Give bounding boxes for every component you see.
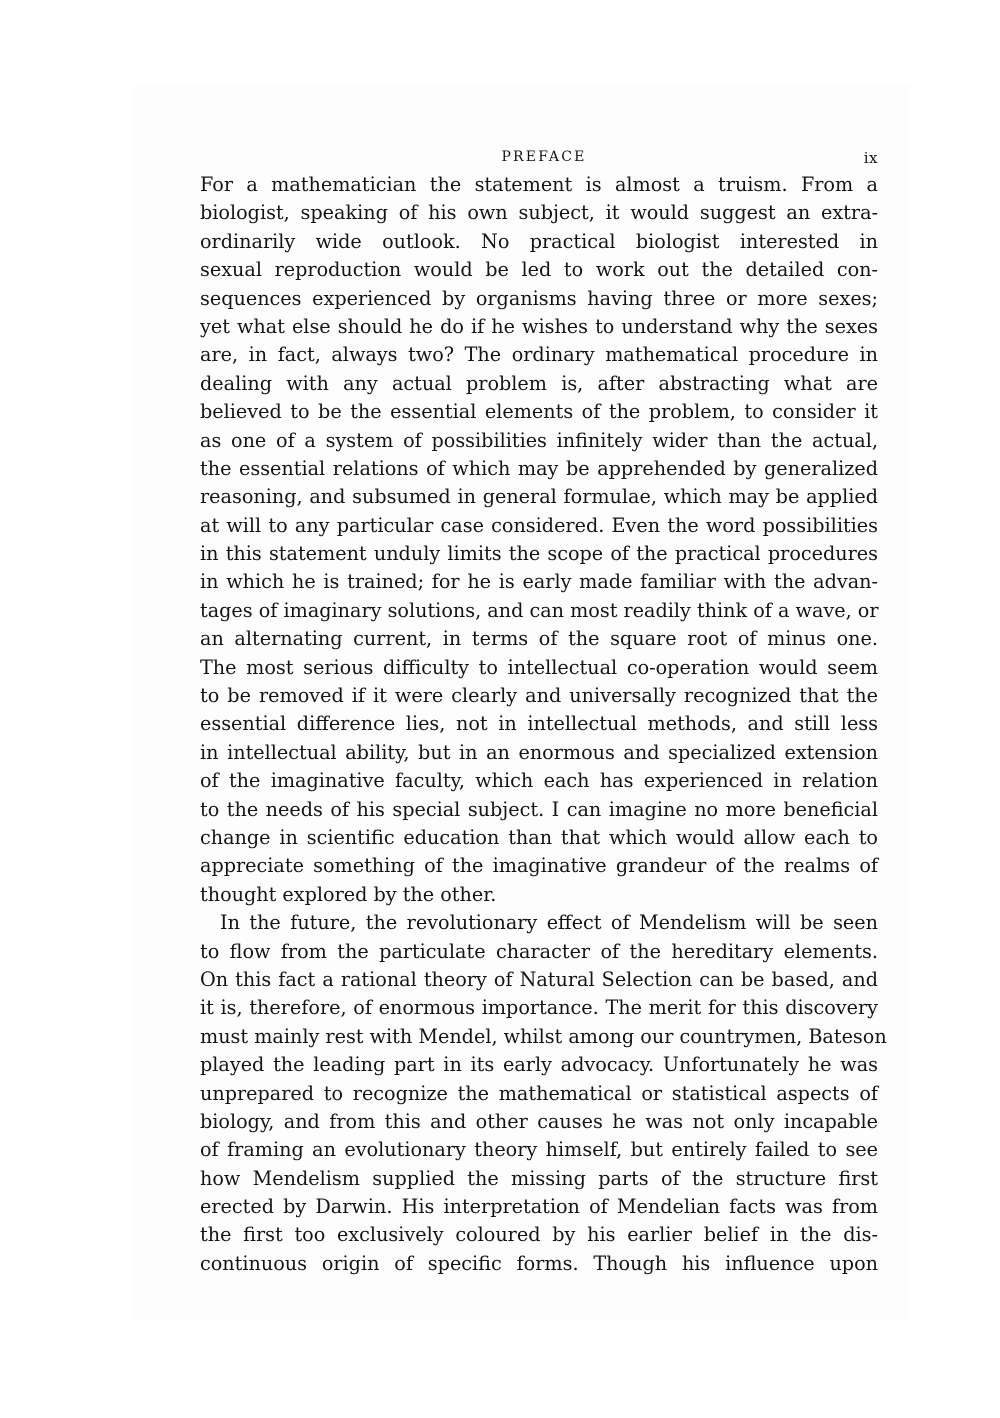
text-line: change in scientific education than that which would allow each to bbox=[200, 825, 878, 849]
text-line: of the imaginative faculty, which each has experienced in relation bbox=[200, 769, 878, 793]
text-line: to flow from the particulate character of the hereditary elements. bbox=[200, 939, 878, 963]
running-head bbox=[200, 143, 878, 171]
text-line: an alternating current, in terms of the square root of minus one. bbox=[200, 627, 878, 651]
text-line: it is, therefore, of enormous importance. The merit for this discovery bbox=[200, 996, 878, 1020]
text-line: yet what else should he do if he wishes to understand why the sexes bbox=[200, 314, 878, 338]
text-line: the first too exclusively coloured by his earlier belief in the dis- bbox=[200, 1223, 878, 1247]
text-line: to be removed if it were clearly and universally recognized that the bbox=[200, 684, 878, 708]
text-line: On this fact a rational theory of Natural Selection can be based, and bbox=[200, 967, 878, 991]
text-line: as one of a system of possibilities infinitely wider than the actual, bbox=[200, 428, 878, 452]
text-line: thought explored by the other. bbox=[200, 882, 497, 906]
text-line: believed to be the essential elements of the problem, to consider it bbox=[200, 400, 878, 424]
text-line: In the future, the revolutionary effect of Mendelism will be seen bbox=[220, 911, 878, 935]
text-line: dealing with any actual problem is, after abstracting what are bbox=[200, 371, 878, 395]
text-line: are, in fact, always two? The ordinary mathematical procedure in bbox=[200, 343, 878, 367]
text-line: must mainly rest with Mendel, whilst among our countrymen, Bateson bbox=[200, 1024, 887, 1048]
text-line: tages of imaginary solutions, and can most readily think of a wave, or bbox=[200, 598, 879, 622]
page-number: ix bbox=[863, 149, 878, 167]
text-line: to the needs of his special subject. I can imagine no more beneficial bbox=[200, 797, 878, 821]
text-line: essential difference lies, not in intellectual methods, and still less bbox=[200, 712, 878, 736]
text-line: ordinarily wide outlook. No practical biologist interested in bbox=[200, 229, 878, 253]
text-line: unprepared to recognize the mathematical or statistical aspects of bbox=[200, 1081, 878, 1105]
text-line: biology, and from this and other causes he was not only incapable bbox=[200, 1109, 878, 1133]
text-line: the essential relations of which may be apprehended by generalized bbox=[200, 456, 878, 480]
text-line: For a mathematician the statement is almost a truism. From a bbox=[200, 173, 878, 196]
text-line: sexual reproduction would be led to work out the detailed con- bbox=[200, 258, 878, 282]
paragraph-2 bbox=[200, 909, 887, 1278]
text-line: sequences experienced by organisms having three or more sexes; bbox=[200, 286, 878, 310]
text-line: biologist, speaking of his own subject, it would suggest an extra- bbox=[200, 201, 878, 225]
book-page bbox=[200, 143, 887, 1278]
text-line: reasoning, and subsumed in general formulae, which may be applied bbox=[200, 485, 878, 509]
paragraph-1 bbox=[200, 171, 878, 909]
text-line: in intellectual ability, but in an enormous and specialized extension bbox=[200, 740, 878, 764]
text-line: The most serious difficulty to intellectual co-operation would seem bbox=[200, 655, 878, 679]
text-line: at will to any particular case considered. Even the word possibilities bbox=[200, 513, 878, 537]
text-line: in this statement unduly limits the scope of the practical procedures bbox=[200, 542, 878, 566]
text-line: erected by Darwin. His interpretation of Mendelian facts was from bbox=[200, 1195, 878, 1219]
text-line: of framing an evolutionary theory himself, but entirely failed to see bbox=[200, 1138, 878, 1162]
text-line: continuous origin of specific forms. Though his influence upon bbox=[200, 1251, 878, 1275]
running-head-title: PREFACE bbox=[501, 149, 587, 165]
body-text bbox=[200, 171, 887, 1278]
text-line: how Mendelism supplied the missing parts of the structure first bbox=[200, 1166, 878, 1190]
text-line: played the leading part in its early advocacy. Unfortunately he was bbox=[200, 1053, 878, 1077]
text-line: in which he is trained; for he is early made familiar with the advan- bbox=[200, 570, 878, 594]
text-line: appreciate something of the imaginative grandeur of the realms of bbox=[200, 854, 878, 878]
